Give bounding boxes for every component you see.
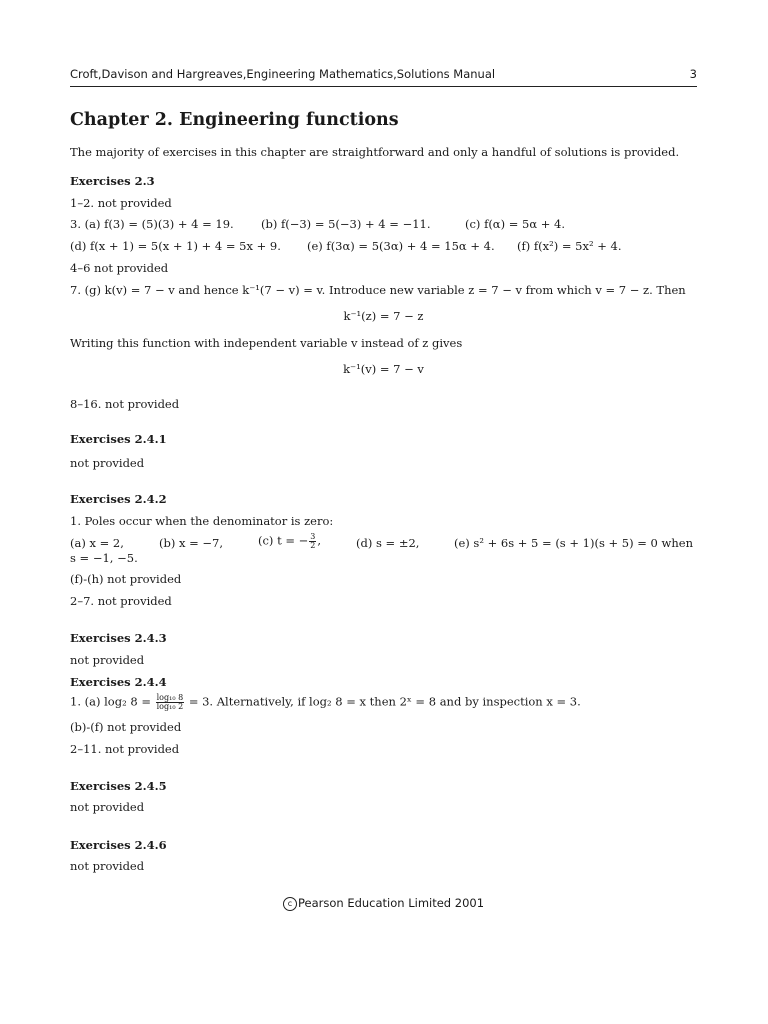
section-heading-2-4-5: Exercises 2.4.5 — [70, 779, 167, 793]
display-equation: k⁻¹(z) = 7 − z — [343, 309, 424, 323]
answer-3a: 3. (a) f(3) = (5)(3) + 4 = 19. — [70, 217, 234, 231]
text-line: Writing this function with independent variable v instead of z gives — [70, 336, 463, 350]
text-line: 2–7. not provided — [70, 594, 172, 608]
text-line: 8–16. not provided — [70, 397, 180, 411]
math-line — [70, 239, 622, 253]
answer-3b: (b) f(−3) = 5(−3) + 4 = −11. — [261, 217, 431, 231]
copyright-icon: c — [283, 897, 297, 911]
pole-b: (b) x = −7, — [159, 536, 224, 550]
section-heading-2-4-3: Exercises 2.4.3 — [70, 631, 167, 645]
intro-paragraph: The majority of exercises in this chapter are straightforward and only a handful of solutions is provided. — [70, 145, 680, 159]
text-line: 2–11. not provided — [70, 742, 180, 756]
header-title: Croft,Davison and Hargreaves,Engineering Mathematics,Solutions Manual — [70, 67, 496, 81]
pole-e: (e) s² + 6s + 5 = (s + 1)(s + 5) = 0 when — [454, 536, 693, 550]
text-line: 1. Poles occur when the denominator is zero: — [70, 514, 334, 528]
document-page — [70, 0, 697, 1024]
text-line: 7. (g) k(v) = 7 − v and hence k⁻¹(7 − v) = v. Introduce new variable z = 7 − v from which v = 7 − z. Then — [70, 283, 686, 297]
fraction: $\frac{\text{log₁₀ 8}}{\text{log₁₀ 2}}$ — [156, 693, 184, 711]
math-line: s = −1, −5. — [70, 551, 138, 565]
page-number: 3 — [689, 67, 697, 81]
text-line: not provided — [70, 800, 145, 814]
text-line: not provided — [70, 859, 145, 873]
math-line — [70, 217, 566, 231]
header-rule — [70, 86, 697, 87]
text-line: (b)-(f) not provided — [70, 720, 182, 734]
text-line: 1–2. not provided — [70, 196, 172, 210]
answer-3f: (f) f(x²) = 5x² + 4. — [517, 239, 622, 253]
chapter-title: Chapter 2. Engineering functions — [70, 110, 399, 130]
text-line: (f)-(h) not provided — [70, 572, 182, 586]
math-line: 1. (a) log₂ 8 = $\frac{\text{log₁₀ 8}}{\text{log₁₀ 2}}$ = 3. Alternatively, if log₂ 8 = x then 2ˣ = 8 and by inspection x = 3. — [70, 693, 581, 711]
section-heading-2-4-1: Exercises 2.4.1 — [70, 432, 167, 446]
answer-3d: (d) f(x + 1) = 5(x + 1) + 4 = 5x + 9. — [70, 239, 281, 253]
text-line: not provided — [70, 653, 145, 667]
fraction: $\frac{3}{2}$ — [310, 532, 316, 550]
answer-3c: (c) f(α) = 5α + 4. — [465, 217, 566, 231]
math-line — [70, 532, 693, 550]
pole-c: (c) t = − $\frac{3}{2}$ , — [258, 532, 322, 550]
section-heading-2-4-4: Exercises 2.4.4 — [70, 675, 167, 689]
section-heading-2-4-2: Exercises 2.4.2 — [70, 492, 167, 506]
running-header — [70, 67, 697, 81]
answer-3e: (e) f(3α) = 5(3α) + 4 = 15α + 4. — [307, 239, 495, 253]
section-heading-2-3: Exercises 2.3 — [70, 174, 155, 188]
text-line: not provided — [70, 456, 145, 470]
footer-copyright — [70, 896, 697, 911]
pole-d: (d) s = ±2, — [356, 536, 420, 550]
display-equation: k⁻¹(v) = 7 − v — [343, 362, 424, 376]
footer-text: Pearson Education Limited 2001 — [297, 896, 485, 910]
text-line: 4–6 not provided — [70, 261, 169, 275]
pole-a: (a) x = 2, — [70, 536, 124, 550]
section-heading-2-4-6: Exercises 2.4.6 — [70, 838, 167, 852]
